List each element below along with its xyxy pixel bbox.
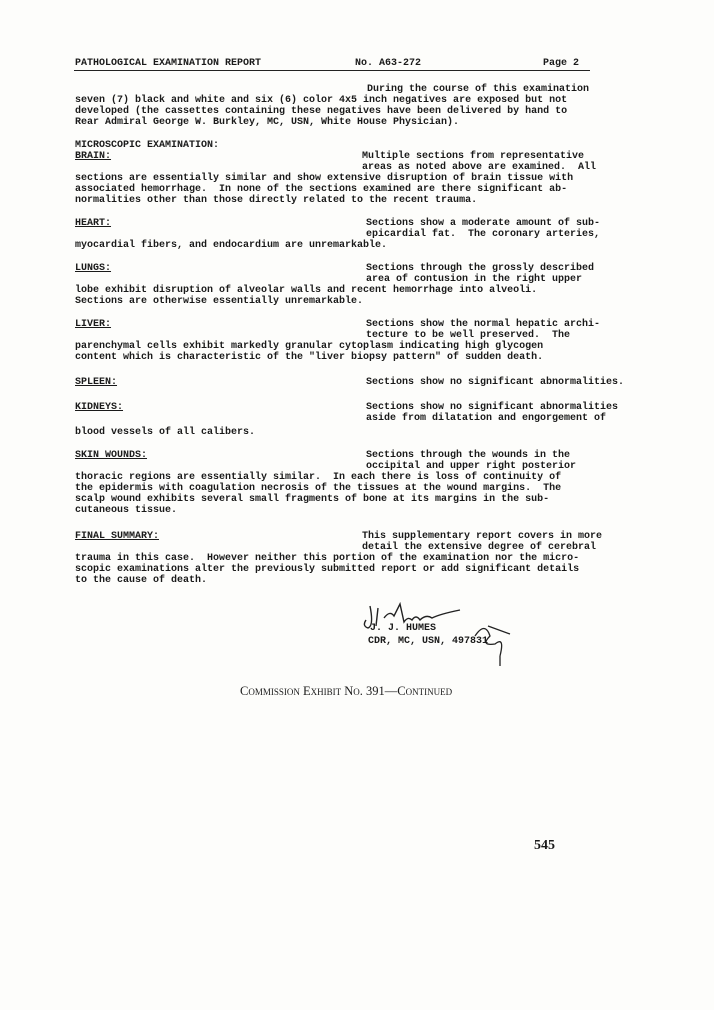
intro-line: During the course of this examination bbox=[367, 84, 590, 95]
section-text-line: lobe exhibit disruption of alveolar walls and recent hemorrhage into alveoli. bbox=[75, 285, 538, 296]
section-text-line: cutaneous tissue. bbox=[75, 505, 178, 516]
section-text-line: detail the extensive degree of cerebral bbox=[362, 542, 597, 553]
page-label: Page 2 bbox=[543, 58, 580, 69]
section-text-line: associated hemorrhage. In none of the sections examined are there significant ab- bbox=[75, 184, 568, 195]
section-text-line: area of contusion in the right upper bbox=[366, 274, 583, 285]
section-label: LIVER: bbox=[75, 319, 112, 330]
section-text-line: Sections show a moderate amount of sub- bbox=[366, 218, 601, 229]
section-text-line: This supplementary report covers in more bbox=[362, 531, 603, 542]
intro-line: seven (7) black and white and six (6) color 4x5 inch negatives are exposed but not bbox=[75, 95, 568, 106]
section-label: HEART: bbox=[75, 218, 112, 229]
section-label: LUNGS: bbox=[75, 263, 112, 274]
section-text-line: Sections through the grossly described bbox=[366, 263, 595, 274]
section-text-line: epicardial fat. The coronary arteries, bbox=[366, 229, 601, 240]
section-text-line: occipital and upper right posterior bbox=[366, 461, 577, 472]
section-text-line: myocardial fibers, and endocardium are unremarkable. bbox=[75, 240, 388, 251]
intro-line: developed (the cassettes containing these negatives have been delivered by hand to bbox=[75, 106, 568, 117]
section-text-line: trauma in this case. However neither this portion of the examination nor the micro- bbox=[75, 553, 580, 564]
section-text-line: Sections show no significant abnormalities bbox=[366, 402, 619, 413]
signer-name: J. J. HUMES bbox=[370, 623, 437, 634]
section-text-line: to the cause of death. bbox=[75, 575, 208, 586]
report-number: No. A63-272 bbox=[355, 58, 422, 69]
section-text-line: normalities other than those directly related to the recent trauma. bbox=[75, 195, 478, 206]
section-text-line: scopic examinations alter the previously submitted report or add significant details bbox=[75, 564, 580, 575]
section-text-line: Multiple sections from representative bbox=[362, 151, 585, 162]
section-text-line: tecture to be well preserved. The bbox=[366, 330, 571, 341]
section-text-line: Sections show the normal hepatic archi- bbox=[366, 319, 601, 330]
section-label: SKIN WOUNDS: bbox=[75, 450, 148, 461]
section-label: BRAIN: bbox=[75, 151, 112, 162]
section-text-line: aside from dilatation and engorgement of bbox=[366, 413, 607, 424]
section-text-line: Sections show no significant abnormalities. bbox=[366, 377, 625, 388]
section-label: KIDNEYS: bbox=[75, 402, 124, 413]
page-number: 545 bbox=[534, 838, 555, 853]
section-text-line: areas as noted above are examined. All bbox=[362, 162, 597, 173]
section-text-line: Sections are otherwise essentially unremarkable. bbox=[75, 296, 364, 307]
section-text-line: parenchymal cells exhibit markedly granular cytoplasm indicating high glycogen bbox=[75, 341, 544, 352]
section-text-line: thoracic regions are essentially similar. In each there is loss of continuity of bbox=[75, 472, 562, 483]
section-label: FINAL SUMMARY: bbox=[75, 531, 160, 542]
section-text-line: sections are essentially similar and show extensive disruption of brain tissue with bbox=[75, 173, 574, 184]
commission-exhibit: Commission Exhibit No. 391—Continued bbox=[240, 684, 453, 698]
section-text-line: blood vessels of all calibers. bbox=[75, 427, 256, 438]
section-text-line: content which is characteristic of the "liver biopsy pattern" of sudden death. bbox=[75, 352, 544, 363]
report-title: PATHOLOGICAL EXAMINATION REPORT bbox=[75, 58, 262, 69]
section-text-line: scalp wound exhibits several small fragments of bone at its margins in the sub- bbox=[75, 494, 550, 505]
intro-line: Rear Admiral George W. Burkley, MC, USN, White House Physician). bbox=[75, 117, 460, 128]
section-text-line: Sections through the wounds in the bbox=[366, 450, 571, 461]
section-heading: MICROSCOPIC EXAMINATION: bbox=[75, 140, 220, 151]
section-text-line: the epidermis with coagulation necrosis of the tissues at the wound margins. The bbox=[75, 483, 562, 494]
section-label: SPLEEN: bbox=[75, 377, 118, 388]
signer-rank: CDR, MC, USN, 497831 bbox=[368, 636, 489, 647]
